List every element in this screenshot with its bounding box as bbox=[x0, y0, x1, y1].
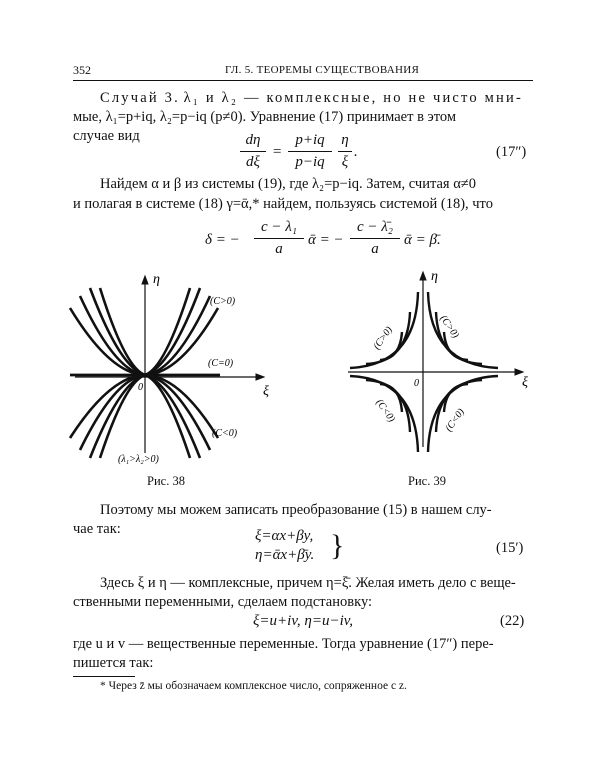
transform-eq-a: ξ=αx+βy, bbox=[255, 528, 314, 544]
case3-line3: случае вид bbox=[73, 128, 140, 144]
footnote: * Через z̄ мы обозначаем комплексное число, сопряженное с z. bbox=[100, 680, 407, 692]
transform-brace: } bbox=[330, 529, 345, 562]
book-page: 352 ГЛ. 5. ТЕОРЕМЫ СУЩЕСТВОВАНИЯ Случай 3. λ₁ и λ₂ — комплексные, но не чисто мни- мые, λ₁=p+iq, λ₂=p−iq (p≠0). Уравнение (17) принимает в этом случае вид dη dξ = p+iq p−iq η ξ . (17″) Найдем α и β из системы (19), где λ₂=p−iq. Затем, считая α≠0 и полагая в системе (18) γ=ᾱ,* найдем, пользуясь системой (18), что δ = − c − λ₁ a ᾱ = − c − λ̄₂ a ᾱ = β̄. η ξ 0 (C>0) (C=0) (C<0) (λ₁>λ₂>0) Рис. 38 η ξ 0 (C>0) (C>0) (C<0) (C<0) Рис. 39 Поэтому мы можем записать преобразование (15) в нашем слу- чае так: ξ=αx+βy, η=ᾱx+β̄y. } (15′) Здесь ξ и η — комплексные, причем η=ξ̄. Желая иметь дело с веще- ственными переменными, сделаем подстановку: ξ=u+iv, η=u−iv, (22) где u и v — вещественные переменные. Тогда уравнение (17″) пере- пишется так: * Через z̄ мы обозначаем комплексное число, сопряженное с z. bbox=[0, 0, 600, 758]
fig39-origin: 0 bbox=[414, 378, 419, 389]
fig38-axis-xi: ξ bbox=[263, 384, 269, 399]
fig38-axis-eta: η bbox=[153, 272, 160, 287]
header-rule bbox=[73, 80, 533, 81]
transform-line1: Поэтому мы можем записать преобразование (15) в нашем слу- bbox=[100, 502, 492, 518]
footnote-rule bbox=[73, 676, 135, 677]
complex-line3: где u и v — вещественные переменные. Тогда уравнение (17″) пере- bbox=[73, 636, 494, 652]
running-title: ГЛ. 5. ТЕОРЕМЫ СУЩЕСТВОВАНИЯ bbox=[225, 64, 420, 76]
fig39-label-bl: (C<0) bbox=[373, 397, 397, 425]
complex-line1: Здесь ξ и η — комплексные, причем η=ξ̄. Желая иметь дело с веще- bbox=[100, 575, 516, 591]
fig38-origin: 0 bbox=[138, 382, 143, 393]
fig39-axis-eta: η bbox=[431, 269, 438, 284]
complex-eq: ξ=u+iv, η=u−iv, bbox=[253, 613, 354, 629]
complex-line4: пишется так: bbox=[73, 655, 154, 671]
transform-label: (15′) bbox=[496, 540, 524, 556]
page-number: 352 bbox=[73, 63, 91, 77]
figure-39 bbox=[338, 262, 538, 462]
complex-line2: ственными переменными, сделаем подстановку: bbox=[73, 594, 373, 610]
fig39-label-tl: (C>0) bbox=[371, 324, 395, 352]
equation-17pp-label: (17″) bbox=[496, 144, 527, 160]
figure-38 bbox=[60, 268, 275, 468]
fig38-caption: Рис. 38 bbox=[147, 474, 185, 488]
transform-eq-b: η=ᾱx+β̄y. bbox=[255, 547, 315, 563]
fig39-axis-xi: ξ bbox=[522, 375, 528, 390]
fig38-condition: (λ₁>λ₂>0) bbox=[118, 454, 159, 465]
fig39-label-br: (C<0) bbox=[443, 406, 467, 434]
fig39-caption: Рис. 39 bbox=[408, 474, 446, 488]
case3-line1: Случай 3. λ₁ и λ₂ — комплексные, но не чисто мни- bbox=[100, 90, 523, 106]
case3-line2: мые, λ₁=p+iq, λ₂=p−iq (p≠0). Уравнение (17) принимает в этом bbox=[73, 109, 457, 125]
fig39-label-tr: (C>0) bbox=[437, 313, 461, 341]
complex-label: (22) bbox=[500, 613, 525, 629]
fig38-label-zero: (C=0) bbox=[208, 358, 234, 369]
transform-line2: чае так: bbox=[73, 521, 121, 537]
fig38-label-pos: (C>0) bbox=[210, 296, 236, 307]
find-line2: и полагая в системе (18) γ=ᾱ,* найдем, пользуясь системой (18), что bbox=[73, 196, 493, 212]
find-line1: Найдем α и β из системы (19), где λ₂=p−iq. Затем, считая α≠0 bbox=[100, 176, 477, 192]
fig38-label-neg: (C<0) bbox=[212, 428, 238, 439]
